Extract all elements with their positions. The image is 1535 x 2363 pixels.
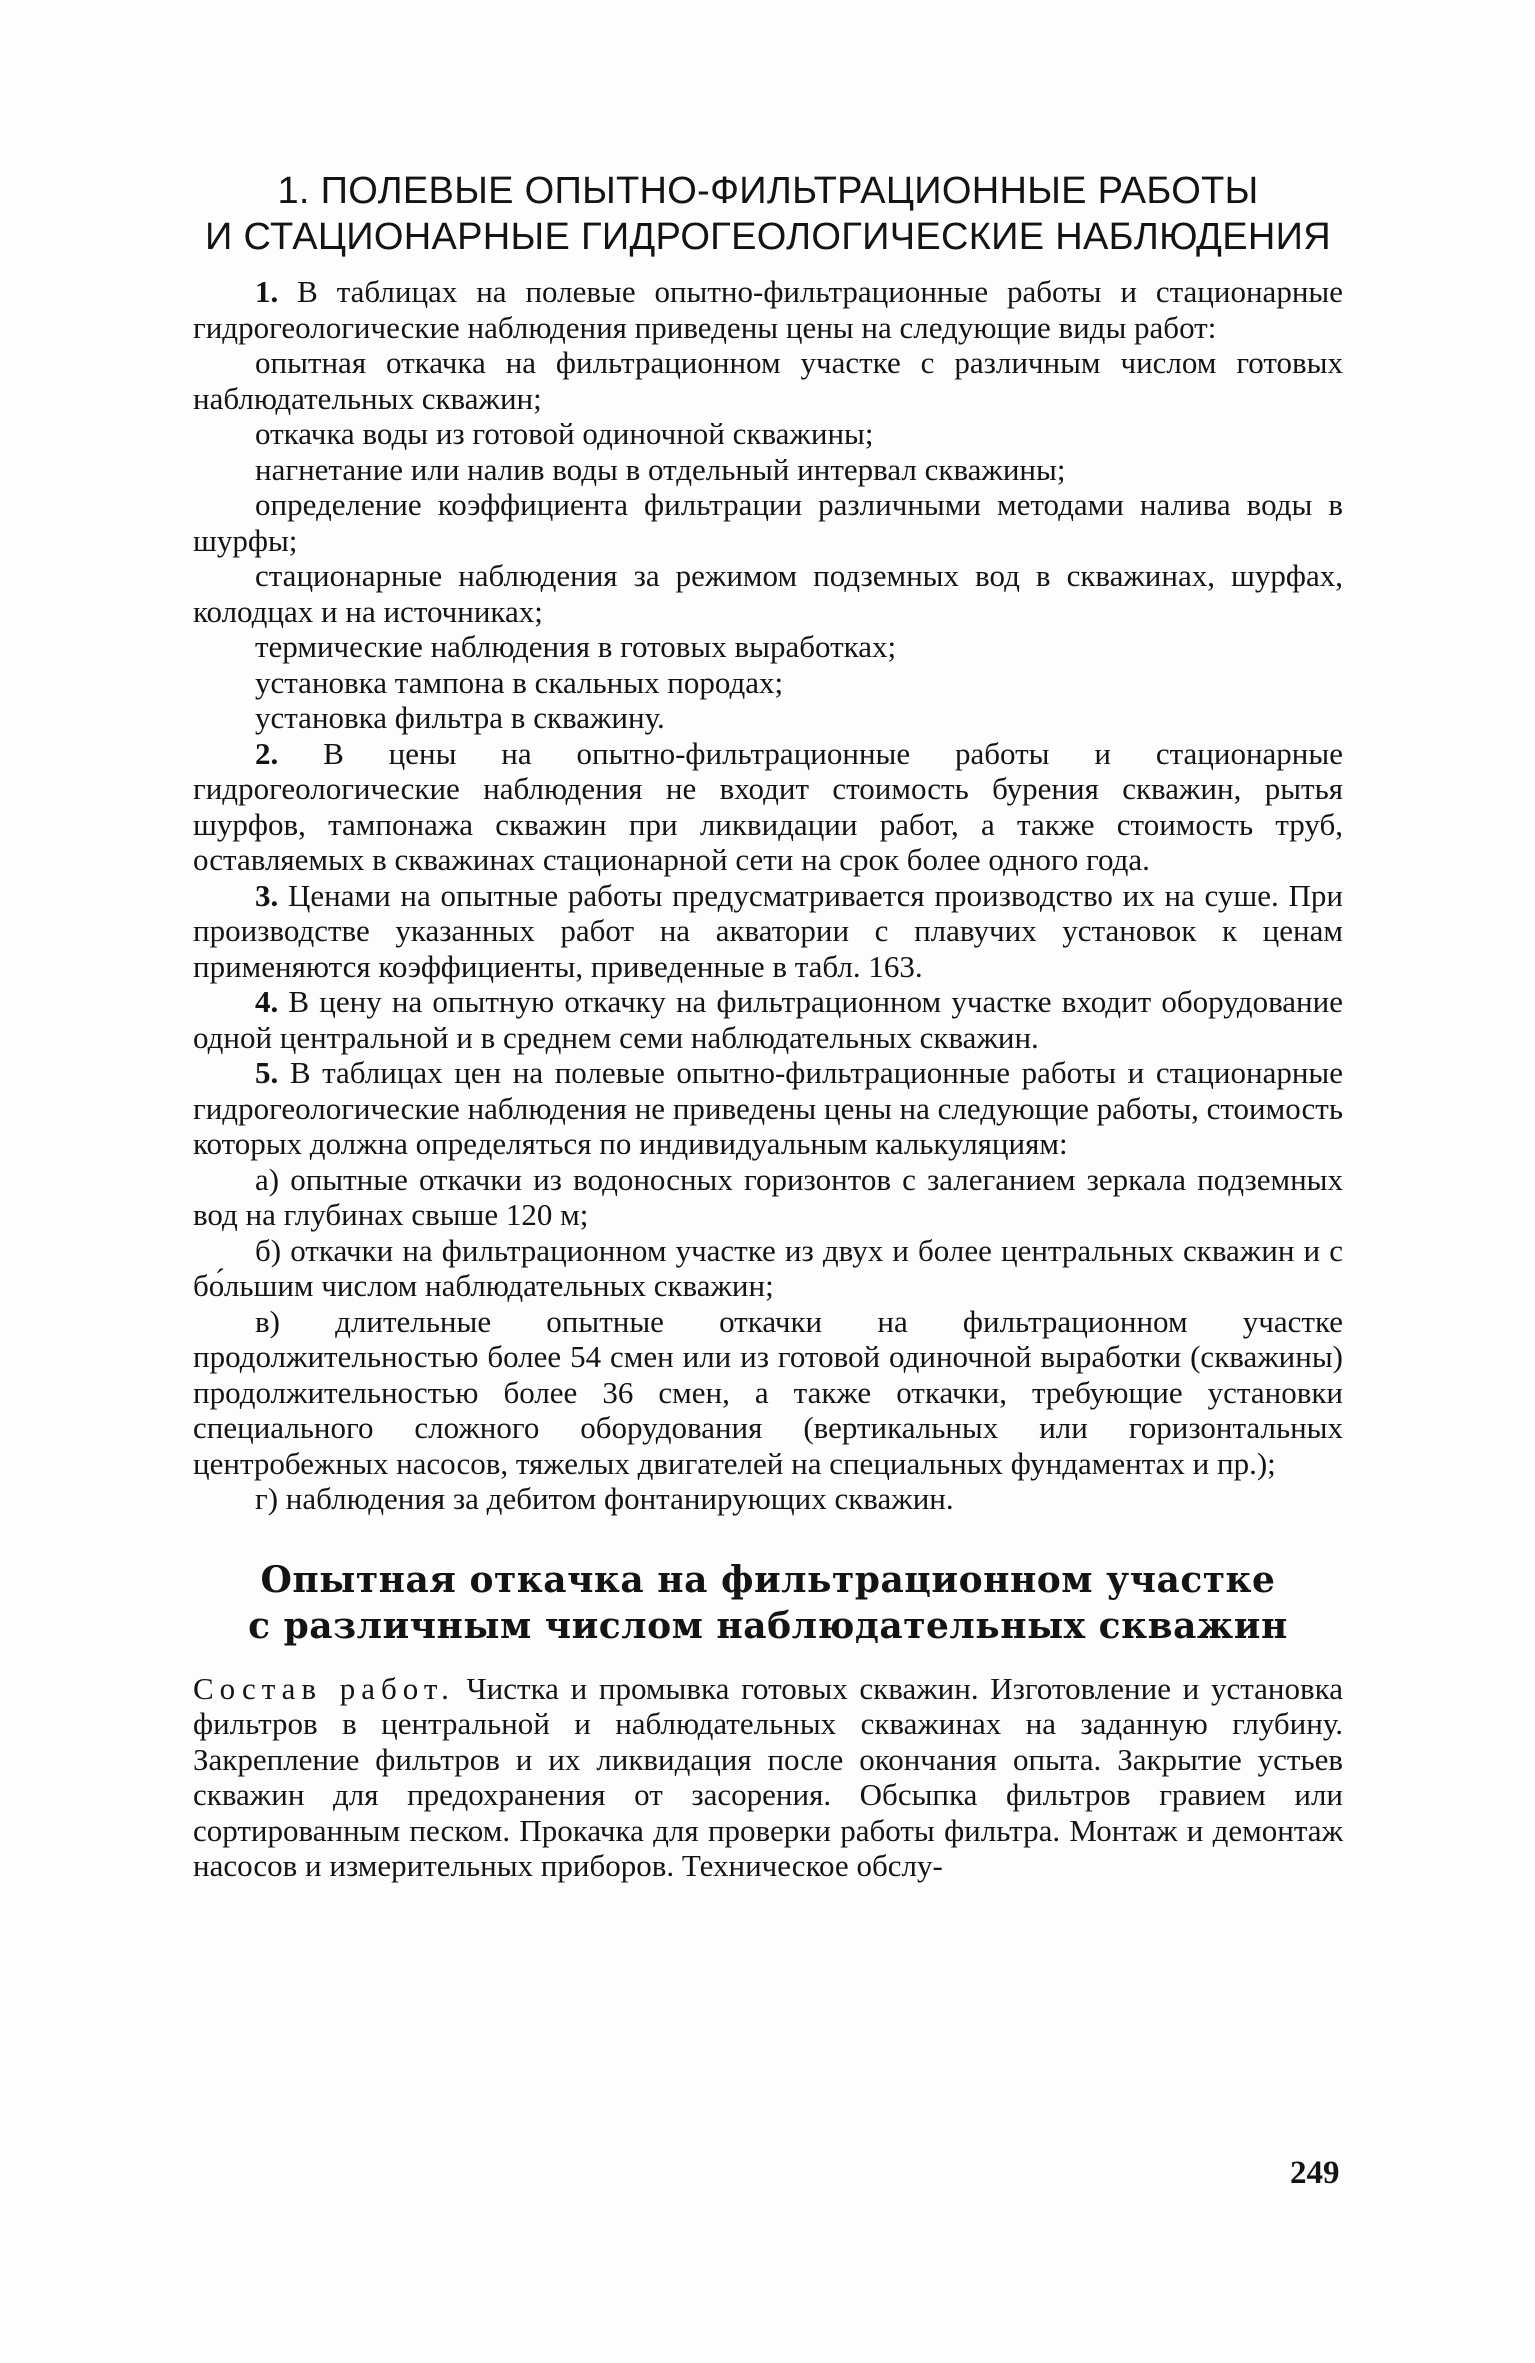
work-list-item: опытная откачка на фильтрационном участке с различным числом готовых наблюдательных скважин; <box>193 345 1343 416</box>
paragraph-2 <box>193 736 1343 878</box>
paragraph-text: Ценами на опытные работы предусматривается производство их на суше. При производстве указанных работ на акватории с плавучих установок к ценам применяются коэффициенты, приведенные в табл. 163. <box>193 877 1343 984</box>
intro-block <box>193 274 1343 1517</box>
paragraph-3 <box>193 878 1343 985</box>
page-content <box>193 168 1343 1884</box>
paragraph-text: В таблицах на полевые опытно-фильтрационные работы и стационарные гидрогеологические наблюдения приведены цены на следующие виды работ: <box>193 274 1343 345</box>
exception-item-b: б) откачки на фильтрационном участке из двух и более центральных скважин и с бо́льшим числом наблюдательных скважин; <box>193 1232 1343 1303</box>
paragraph-text: В таблицах цен на полевые опытно-фильтрационные работы и стационарные гидрогеологические наблюдения не приведены цены на следующие работы, стоимость которых должна определяться по индивидуальным калькуляциям: <box>193 1055 1343 1161</box>
paragraph-4 <box>193 984 1343 1055</box>
work-list-item: термические наблюдения в готовых выработках; <box>255 629 897 664</box>
work-list-item: откачка воды из готовой одиночной скважины; <box>255 416 874 451</box>
paragraph-1 <box>193 274 1343 345</box>
composition-text: Чистка и промывка готовых скважин. Изготовление и установка фильтров в центральной и наблюдательных скважинах на заданную глубину. Закрепление фильтров и их ликвидация после окончания опыта. Закрытие устьев скважин для предохранения от засорения. Обсыпка фильтров гравием или сортированным песком. Прокачка для проверки работы фильтра. Монтаж и демонтаж насосов и измерительных приборов. Техническое обслу- <box>193 1670 1343 1883</box>
work-list-item: установка тампона в скальных породах; <box>255 664 784 700</box>
paragraph-number: 5. <box>255 1055 279 1090</box>
subsection-title-line-1: Опытная откачка на фильтрационном участке <box>260 1558 1276 1601</box>
paragraph-text: В цены на опытно-фильтрационные работы и стационарные гидрогеологические наблюдения не входит стоимость бурения скважин, рытья шурфов, тампонажа скважин при ликвидации работ, а также стоимость труб, оставляемых в скважинах стационарной сети на срок более одного года. <box>193 735 1343 877</box>
work-list-item: нагнетание или налив воды в отдельный интервал скважины; <box>255 451 1066 487</box>
exception-item-a: а) опытные откачки из водоносных горизонтов с залеганием зеркала подземных вод на глубинах свыше 120 м; <box>193 1161 1343 1232</box>
section-title-line-1: 1. ПОЛЕВЫЕ ОПЫТНО-ФИЛЬТРАЦИОННЫЕ РАБОТЫ <box>277 170 1259 212</box>
subsection-title <box>193 1557 1343 1649</box>
section-title <box>193 168 1343 260</box>
composition-paragraph <box>193 1671 1343 1884</box>
paragraph-number: 2. <box>255 735 279 771</box>
paragraph-text: В цену на опытную откачку на фильтрационном участке входит оборудование одной центральной и в среднем семи наблюдательных скважин. <box>193 984 1343 1055</box>
subsection-title-line-2: с различным числом наблюдательных скважин <box>248 1604 1288 1647</box>
work-list-item: определение коэффициента фильтрации различными методами налива воды в шурфы; <box>193 487 1343 558</box>
section-title-line-2: И СТАЦИОНАРНЫЕ ГИДРОГЕОЛОГИЧЕСКИЕ НАБЛЮДЕНИЯ <box>205 216 1331 258</box>
work-list-item: стационарные наблюдения за режимом подземных вод в скважинах, шурфах, колодцах и на источниках; <box>193 558 1343 629</box>
paragraph-5 <box>193 1055 1343 1162</box>
paragraph-number: 1. <box>255 274 279 309</box>
paragraph-number: 4. <box>255 984 279 1019</box>
work-list-item: установка фильтра в скважину. <box>255 700 665 735</box>
composition-label: Состав работ. <box>193 1670 455 1706</box>
paragraph-number: 3. <box>255 877 279 913</box>
exception-item-g: г) наблюдения за дебитом фонтанирующих скважин. <box>255 1481 954 1516</box>
page-number: 249 <box>1290 2155 1340 2191</box>
exception-item-v: в) длительные опытные откачки на фильтрационном участке продолжительностью более 54 смен или из готовой одиночной выработки (скважины) продолжительностью более 36 смен, а также откачки, требующие установки специального сложного оборудования (вертикальных или горизонтальных центробежных насосов, тяжелых двигателей на специальных фундаментах и пр.); <box>193 1303 1343 1481</box>
